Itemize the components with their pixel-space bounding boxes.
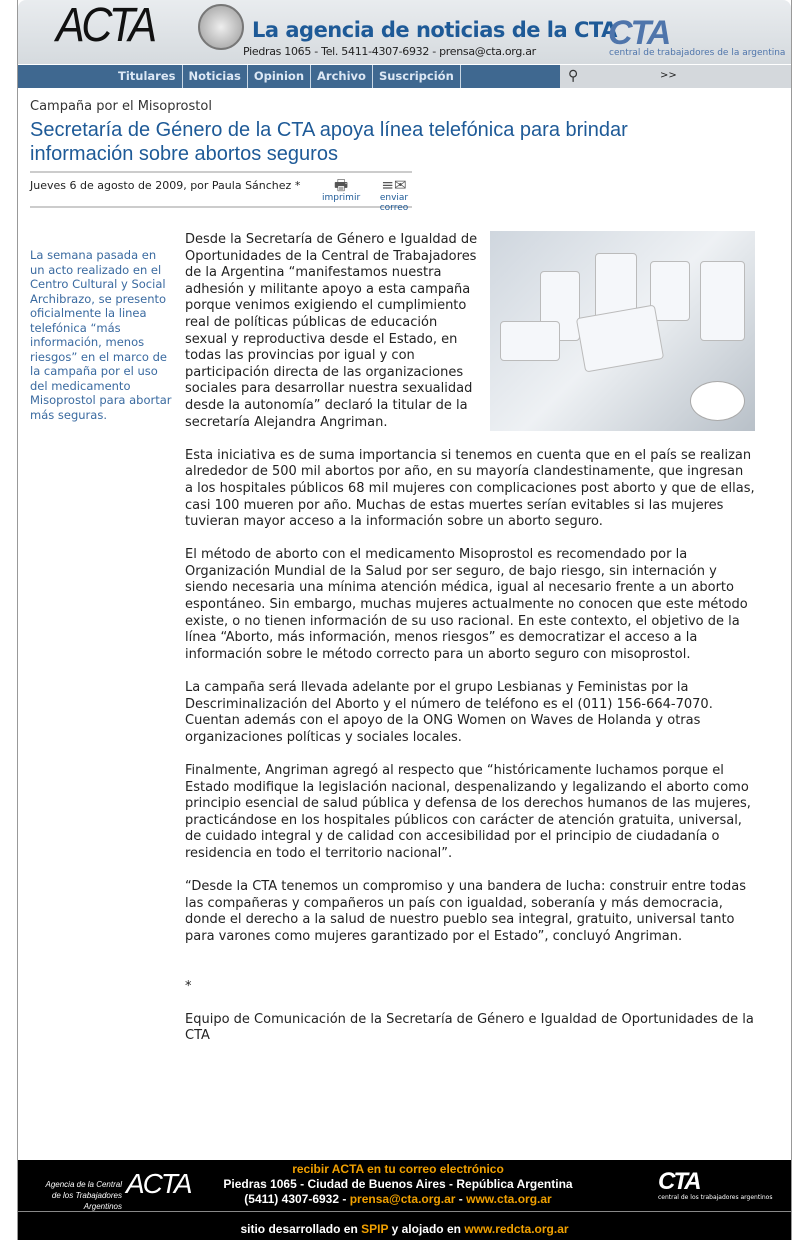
nav-noticias[interactable]: Noticias (183, 65, 248, 88)
article-body (185, 232, 755, 1062)
footer-cta-logo: CTA (658, 1168, 700, 1195)
header (18, 0, 791, 64)
go-button[interactable]: >> (660, 70, 677, 81)
header-address: Piedras 1065 - Tel. 5411-4307-6932 - prensa@cta.org.ar (243, 45, 536, 58)
article-date-author: Jueves 6 de agosto de 2009, por Paula Sánchez * (30, 179, 301, 192)
envelope-icon: ≡✉ (381, 176, 407, 194)
footer-address: Piedras 1065 - Ciudad de Buenos Aires - República Argentina (223, 1177, 573, 1191)
cta-logo[interactable]: CTA (608, 14, 670, 52)
email-label: enviar correo (379, 193, 409, 213)
credit-text: y alojado en (388, 1222, 465, 1236)
acta-logo[interactable]: ACTA (56, 0, 154, 52)
print-label: imprimir (322, 193, 361, 203)
print-button[interactable] (322, 177, 360, 203)
footer-credit (18, 1222, 791, 1236)
footer-phone: (5411) 4307-6932 - (244, 1192, 350, 1206)
paragraph: Desde la Secretaría de Género e Igualdad de Oportunidades de la Central de Trabajadores de la Argentina “manifestamos nuestra adhesión y militante apoyo a esta campaña porque venimos exigiendo el cumplimiento real de políticas públicas de educación sexual y reproductiva desde el Estado, en todas las provincias por igual y con participación directa de las organizaciones sociales para desarrollar nuestra sexualidad desde la autonomía” declaró la titular de la secretaría Alejandra Angriman. (185, 232, 478, 430)
search-icon[interactable]: ⚲ (568, 68, 579, 84)
printer-icon: 🖶 (333, 176, 349, 194)
page (17, 0, 792, 1240)
nav-titulares[interactable]: Titulares (112, 65, 183, 88)
footer-agency-text: Agencia de la Central de los Trabajadores Argentinos (45, 1180, 122, 1211)
nav-archivo[interactable]: Archivo (311, 65, 373, 88)
nav-suscripcion[interactable]: Suscripción (373, 65, 461, 88)
footer-acta-logo: ACTA (126, 1168, 191, 1199)
host-link[interactable]: www.redcta.org.ar (464, 1222, 569, 1236)
credit-text: sitio desarrollado en (240, 1222, 362, 1236)
paragraph: La campaña será llevada adelante por el grupo Lesbianas y Feministas por la Descriminalización del Aborto y el número de teléfono es el (011) 156-664-7070. Cuentan además con el apoyo de la ONG Women on Waves de Holanda y otras organizaciones políticas y sociales locales. (185, 680, 713, 745)
article-title: Secretaría de Género de la CTA apoya línea telefónica para brindar información sobre abortos seguros (30, 119, 628, 165)
article-meta (30, 171, 412, 213)
web-link[interactable]: www.cta.org.ar (466, 1192, 552, 1206)
note: Equipo de Comunicación de la Secretaría de Género e Igualdad de Oportunidades de la CTA (185, 1011, 754, 1044)
divider (18, 1211, 791, 1212)
slogan: La agencia de noticias de la CTA (252, 18, 617, 42)
search-box[interactable] (560, 65, 791, 88)
footer (18, 1160, 791, 1240)
cta-subtitle: central de trabajadores de la argentina (609, 48, 786, 58)
subscribe-link[interactable]: recibir ACTA en tu correo electrónico (292, 1162, 504, 1176)
email-link[interactable]: prensa@cta.org.ar (349, 1192, 456, 1206)
logo-medal-icon (198, 4, 244, 50)
nav-opinion[interactable]: Opinion (248, 65, 311, 88)
footer-contact (168, 1162, 628, 1207)
paragraph: El método de aborto con el medicamento Misoprostol es recomendado por la Organización Mundial de la Salud por ser seguro, de bajo riesgo, sin internación y siendo necesaria una mínima atención médica, igual al necesario frente a un aborto espontáneo. Sin embargo, muchas mujeres actualmente no conocen que este método existe, o no tienen información de su uso racional. En este contexto, el objetivo de la línea “Aborto, más información, menos riesgos” es democratizar el acceso a la información sobre le método correcto para un aborto seguro con misoprostol. (185, 547, 748, 662)
paragraph: Finalmente, Angriman agregó al respecto que “históricamente luchamos porque el Estado modifique la legislación nacional, despenalizando y legalizando el aborto como principio esencial de salud pública y defensa de los derechos humanos de las mujeres, practicándose en los hospitales públicos con carácter de atención gratuita, universal, de cuidado integral y de calidad con accesibilidad por el principio de ciudadanía o residencia en todo el territorio nacional”. (185, 763, 751, 861)
email-button[interactable] (376, 177, 412, 213)
note-mark: * (185, 978, 192, 994)
paragraph: Esta iniciativa es de suma importancia si tenemos en cuenta que en el país se realizan alrededor de 500 mil abortos por año, en su mayoría clandestinamente, que ingresan a los hospitales públicos 68 mil mujeres con complicaciones post aborto y que de ellas, casi 100 mueren por año. Muchas de estas muertes serían evitables si las mujeres tuvieran mayor acceso a la información sobre un aborto seguro. (185, 447, 755, 530)
paragraph: “Desde la CTA tenemos un compromiso y una bandera de lucha: construir entre todas las compañeras y compañeros un país con igualdad, soberanía y más democracia, donde el derecho a la salud de nuestro pueblo sea integral, gratuito, universal tanto para varones como mujeres garantizado por el Estado”, concluyó Angriman. (185, 879, 746, 944)
nav-bar (18, 65, 791, 88)
footer-cta-sub: central de los trabajadores argentinos (658, 1194, 773, 1201)
article-summary: La semana pasada en un acto realizado en el Centro Cultural y Social Archibrazo, se presento oficialmente la linea telefónica “más información, menos riesgos” en el marco de la campaña por el uso del medicamento Misoprostol para abortar más seguras. (30, 248, 172, 422)
article-kicker: Campaña por el Misoprostol (30, 99, 212, 114)
separator: - (455, 1192, 467, 1206)
spip-link[interactable]: SPIP (361, 1222, 389, 1236)
